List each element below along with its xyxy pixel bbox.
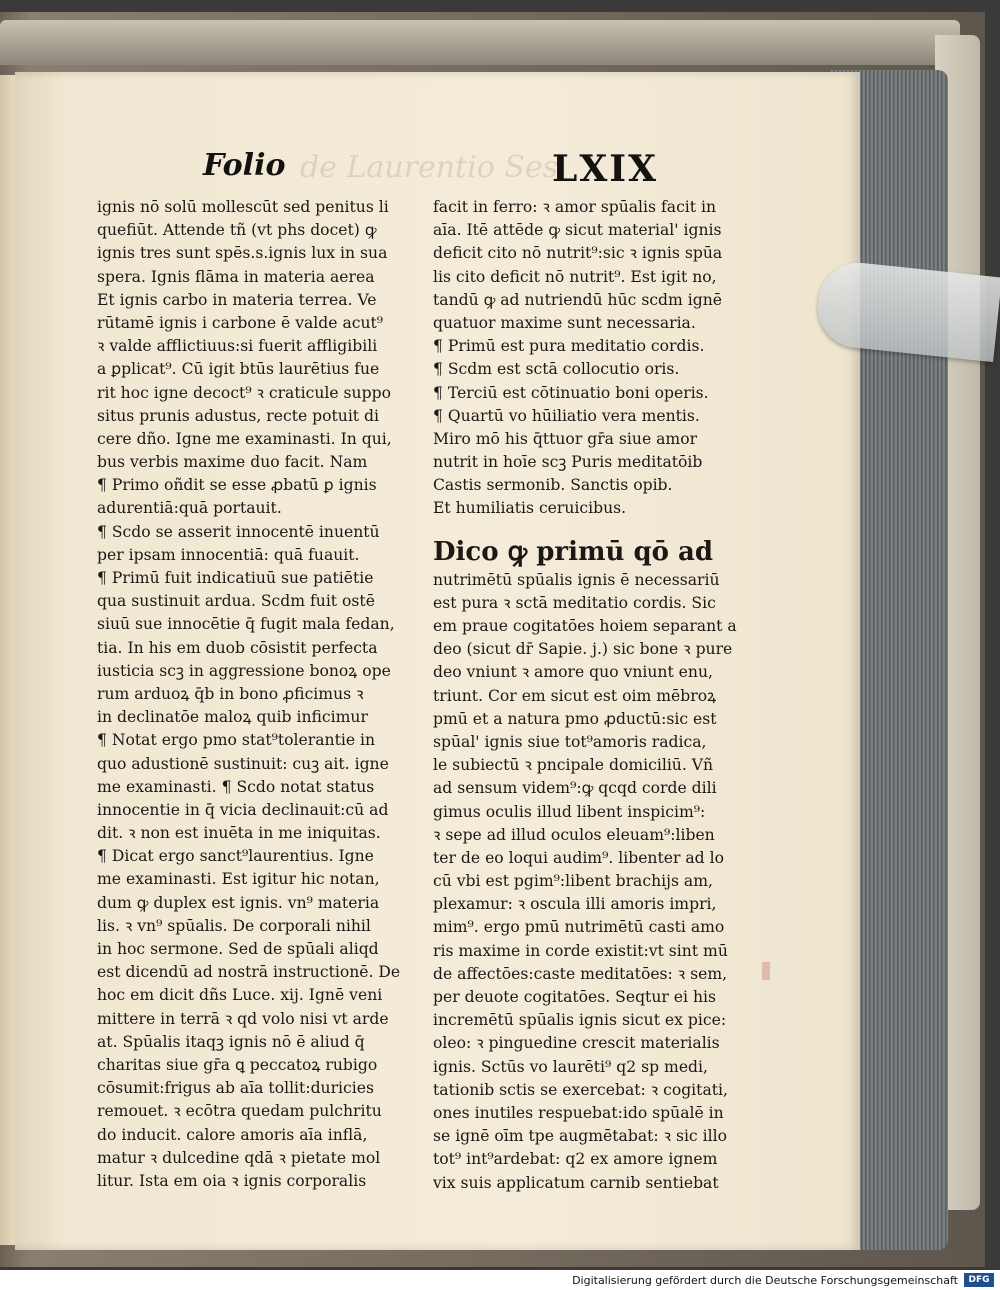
- text-line: dit. ꝛ non est inuēta in me iniquitas.: [97, 824, 381, 843]
- text-line: qua sustinuit ardua. Scdm fuit ostē: [97, 592, 375, 611]
- text-line: ¶ Scdo se asserit innocentē inuentū: [97, 522, 380, 541]
- text-line: iusticia scꝫ in aggressione bonoꝝ ope: [97, 661, 391, 680]
- text-line: gimus oculis illud libent inspicim⁹:: [433, 802, 706, 821]
- text-line: at. Spūalis itaqꝫ ignis nō ē aliud q̄: [97, 1032, 365, 1051]
- text-line: me examinasti. Est igitur hic notan,: [97, 870, 380, 889]
- text-line: ¶ Primo oñdit se esse ꝓbatū ꝑ ignis: [97, 476, 377, 495]
- text-line: ignis nō solū mollescūt sed penitus li: [97, 198, 389, 216]
- text-line: pmū et a natura pmo ꝓductū:sic est: [433, 709, 717, 728]
- text-line: est dicendū ad nostrā instructionē. De: [97, 963, 401, 982]
- text-line: quo adustionē sustinuit: cuꝫ ait. igne: [97, 754, 389, 773]
- text-line: triunt. Cor em sicut est oim mēbroꝝ: [433, 686, 717, 705]
- text-line: ignis. Sctūs vo laurēti⁹ q2 sp medi,: [433, 1057, 708, 1076]
- section-gap: [433, 521, 763, 535]
- text-line: hoc em dicit dñs Luce. xij. Ignē veni: [97, 986, 383, 1005]
- footer-credit: Digitalisierung gefördert durch die Deutsche Forschungsgemeinschaft: [572, 1274, 958, 1287]
- text-line: lis cito deficit nō nutrit⁹. Est igit no,: [433, 267, 717, 286]
- text-line: spūal' ignis siue tot⁹amoris radica,: [433, 732, 707, 751]
- right-text-column: [433, 196, 763, 1195]
- text-line: mim⁹. ergo pmū nutrimētū casti amo: [433, 918, 725, 937]
- text-line: ter de eo loqui audim⁹. libenter ad lo: [433, 848, 724, 867]
- text-line: ꝛ valde afflictiuus:si fuerit affligibili: [97, 337, 378, 356]
- text-line: Miro mō his q̄ttuor gr̄a siue amor: [433, 429, 698, 448]
- text-line: ¶ Dicat ergo sanct⁹laurentius. Igne: [97, 847, 374, 866]
- text-line: Et ignis carbo in materia terrea. Ve: [97, 290, 377, 309]
- text-line: adurentiā:quā portauit.: [97, 499, 282, 518]
- text-line: cū vbi est pgim⁹:libent brachijs am,: [433, 872, 713, 891]
- text-line: in hoc sermone. Sed de spūali aliqd: [97, 940, 379, 958]
- text-line: ¶ Primū fuit indicatiuū sue patiētie: [97, 569, 374, 587]
- text-line: rit hoc igne decoct⁹ ꝛ craticule suppo: [97, 383, 391, 402]
- text-line: charitas siue gr̄a ꝗ peccatoꝝ rubigo: [97, 1055, 378, 1074]
- text-line: mittere in terrā ꝛ qd volo nisi vt arde: [97, 1009, 389, 1028]
- text-line: dum ꝙ duplex est ignis. vn⁹ materia: [97, 893, 380, 912]
- text-line: siuū sue innocētie q̄ fugit mala fedan,: [97, 615, 395, 634]
- text-line: tationib sctis se exercebat: ꝛ cogitati,: [433, 1080, 728, 1099]
- text-line: rum arduoꝝ q̄b in bono ꝓficimus ꝛ: [97, 684, 364, 703]
- text-line: matur ꝛ dulcedine qdā ꝛ pietate mol: [97, 1148, 381, 1167]
- text-line: incremētū spūalis ignis sicut ex pice:: [433, 1011, 727, 1030]
- text-line: quatuor maxime sunt necessaria.: [433, 313, 696, 332]
- text-line: a ꝑplicat⁹. Cū igit btūs laurētius fue: [97, 360, 380, 379]
- text-line: plexamur: ꝛ oscula illi amoris impri,: [433, 895, 717, 914]
- text-line: deo (sicut dr̄ Sapie. j.) sic bone ꝛ pure: [433, 640, 733, 659]
- folio-number: LXIX: [552, 148, 659, 190]
- text-line: est pura ꝛ sctā meditatio cordis. Sic: [433, 593, 716, 612]
- text-line: Et humiliatis ceruicibus.: [433, 499, 627, 518]
- folio-label: Folio: [203, 148, 286, 183]
- text-line: per ipsam innocentiā: quā fuauit.: [97, 545, 360, 564]
- text-line: facit in ferro: ꝛ amor spūalis facit in: [433, 198, 717, 216]
- text-line: ris maxime in corde existit:vt sint mū: [433, 941, 728, 960]
- text-line: cere dño. Igne me examinasti. In qui,: [97, 429, 392, 448]
- text-line: litur. Ista em oia ꝛ ignis corporalis: [97, 1171, 367, 1190]
- text-line: ones inutiles respuebat:ido spūalē in: [433, 1103, 724, 1122]
- text-line: ignis tres sunt spēs.s.ignis lux in sua: [97, 244, 388, 263]
- show-through-text: de Laurentio Ses: [300, 150, 558, 185]
- left-text-column: [97, 196, 417, 1193]
- initial-line: Dico ꝙ primū qō ad: [433, 536, 714, 567]
- text-line: tandū ꝙ ad nutriendū hūc scdm ignē: [433, 290, 723, 309]
- text-line: quefiūt. Attende tñ (vt phs docet) ꝙ: [97, 221, 377, 240]
- text-line: lis. ꝛ vn⁹ spūalis. De corporali nihil: [97, 916, 371, 935]
- text-line: ¶ Terciū est cōtinuatio boni operis.: [433, 383, 709, 402]
- text-line: deficit cito nō nutrit⁹:sic ꝛ ignis spūa: [433, 244, 723, 263]
- text-line: innocentie in q̄ vicia declinauit:cū ad: [97, 800, 389, 819]
- text-line: se ignē oīm tpe augmētabat: ꝛ sic illo: [433, 1127, 727, 1146]
- dfg-logo: DFG: [964, 1273, 994, 1287]
- text-line: de affectōes:caste meditatōes: ꝛ sem,: [433, 964, 728, 983]
- text-line: Castis sermonib. Sanctis opib.: [433, 476, 673, 495]
- text-line: do inducit. calore amoris aīa inflā,: [97, 1125, 368, 1144]
- text-line: em praue cogitatōes hoiem separant a: [433, 617, 737, 635]
- text-line: rūtamē ignis i carbone ē valde acut⁹: [97, 313, 384, 332]
- text-line: nutrit in hoīe scꝫ Puris meditatōib: [433, 453, 703, 472]
- text-line: ad sensum videm⁹:ꝙ qcqd corde dili: [433, 779, 717, 798]
- text-line: oleo: ꝛ pinguedine crescit materialis: [433, 1034, 720, 1053]
- text-line: ¶ Scdm est sctā collocutio oris.: [433, 360, 680, 379]
- text-line: ¶ Primū est pura meditatio cordis.: [433, 337, 705, 356]
- text-line: spera. Ignis flāma in materia aerea: [97, 267, 375, 286]
- text-line: ¶ Quartū vo hūiliatio vera mentis.: [433, 406, 700, 425]
- text-line: situs prunis adustus, recte potuit di: [97, 406, 380, 425]
- text-line: ¶ Notat ergo pmo stat⁹tolerantie in: [97, 731, 376, 750]
- text-line: nutrimētū spūalis ignis ē necessariū: [433, 570, 720, 589]
- text-line: bus verbis maxime duo facit. Nam: [97, 453, 368, 472]
- text-line: per deuote cogitatōes. Seqtur ei his: [433, 988, 716, 1006]
- text-line: deo vniunt ꝛ amore quo vniunt enu,: [433, 663, 713, 682]
- ink-mark: [762, 962, 770, 980]
- text-line: ꝛ sepe ad illud oculos eleuam⁹:liben: [433, 825, 715, 844]
- text-line: tot⁹ int⁹ardebat: q2 ex amore ignem: [433, 1150, 718, 1169]
- text-line: cōsumit:frigus ab aīa tollit:duricies: [97, 1079, 374, 1098]
- text-line: tia. In his em duob cōsistit perfecta: [97, 638, 378, 657]
- text-line: le subiectū ꝛ pncipale domiciliū. Vñ: [433, 756, 714, 775]
- text-line: vix suis applicatum carnib sentiebat: [433, 1173, 719, 1192]
- text-line: me examinasti. ¶ Scdo notat status: [97, 777, 375, 796]
- text-line: aīa. Itē attēde ꝙ sicut material' ignis: [433, 221, 722, 240]
- text-line: remouet. ꝛ ecōtra quedam pulchritu: [97, 1102, 382, 1121]
- book-top-edge: [0, 20, 960, 65]
- text-line: in declinatōe maloꝝ quib inficimur: [97, 708, 368, 727]
